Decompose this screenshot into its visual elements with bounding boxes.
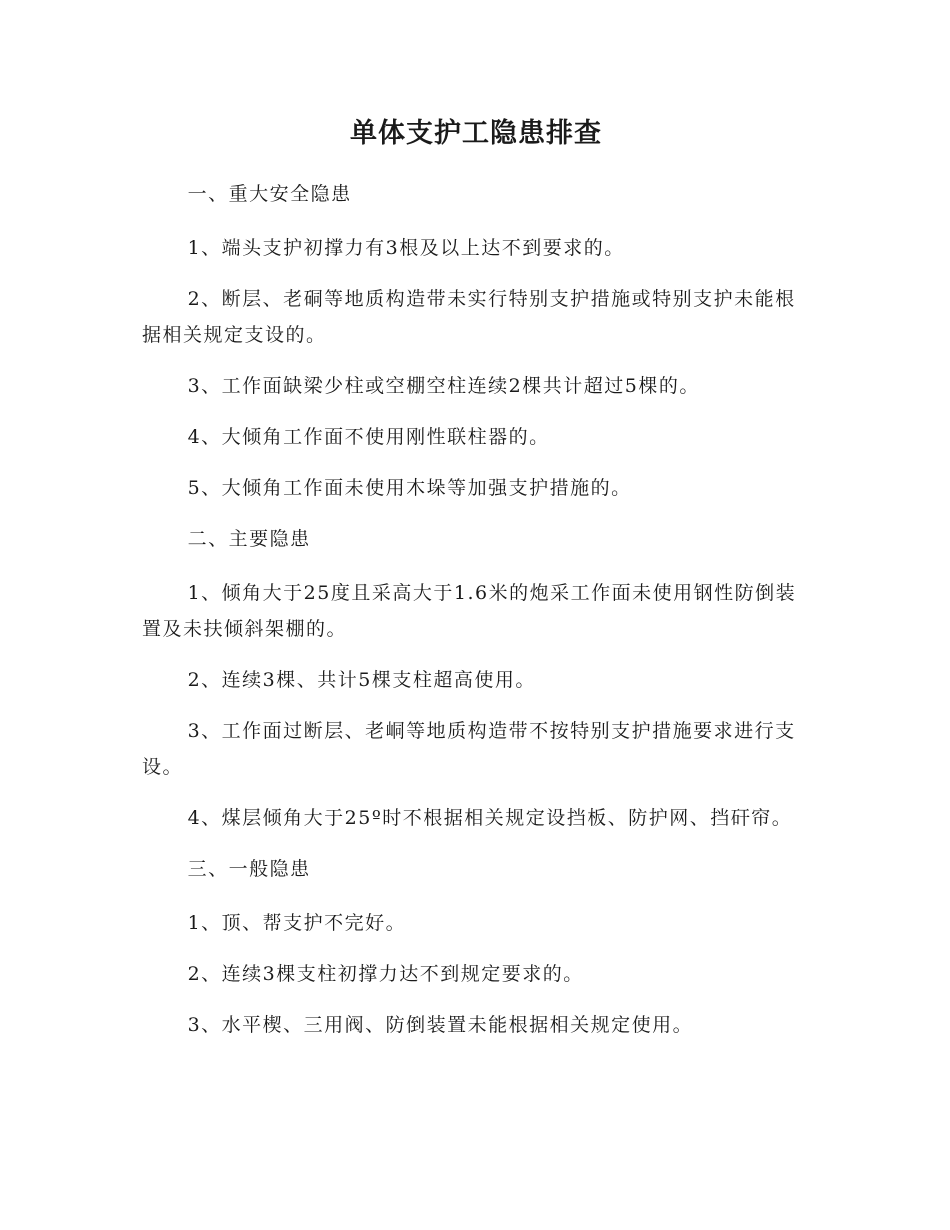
- section-main: [142, 521, 810, 836]
- section-heading: 一、重大安全隐患: [187, 183, 352, 205]
- section-heading: 二、主要隐患: [187, 528, 311, 550]
- list-item: 1、顶、帮支护不完好。: [187, 912, 407, 934]
- list-item: 3、工作面缺梁少柱或空棚空柱连续2棵共计超过5棵的。: [187, 375, 700, 397]
- list-item: 2、连续3棵支柱初撑力达不到规定要求的。: [187, 963, 584, 985]
- list-item: 4、煤层倾角大于25º时不根据相关规定设挡板、防护网、挡矸帘。: [187, 807, 793, 829]
- section-general: [142, 851, 810, 1043]
- list-item: 1、端头支护初撑力有3根及以上达不到要求的。: [187, 237, 625, 259]
- section-major: [142, 176, 810, 506]
- list-item: 4、大倾角工作面不使用刚性联柱器的。: [187, 426, 550, 448]
- list-item: 1、倾角大于25度且采高大于1.6米的炮采工作面未使用钢性防倒装置及未扶倾斜架棚的。: [142, 582, 797, 640]
- section-heading: 三、一般隐患: [187, 858, 311, 880]
- list-item: 3、水平楔、三用阀、防倒装置未能根据相关规定使用。: [187, 1014, 694, 1036]
- list-item: 2、断层、老硐等地质构造带未实行特别支护措施或特别支护未能根据相关规定支设的。: [142, 288, 796, 346]
- list-item: 5、大倾角工作面未使用木垛等加强支护措施的。: [187, 477, 632, 499]
- document-title: 单体支护工隐患排查: [350, 118, 602, 149]
- list-item: 2、连续3棵、共计5棵支柱超高使用。: [187, 669, 536, 691]
- list-item: 3、工作面过断层、老峒等地质构造带不按特别支护措施要求进行支设。: [142, 720, 796, 778]
